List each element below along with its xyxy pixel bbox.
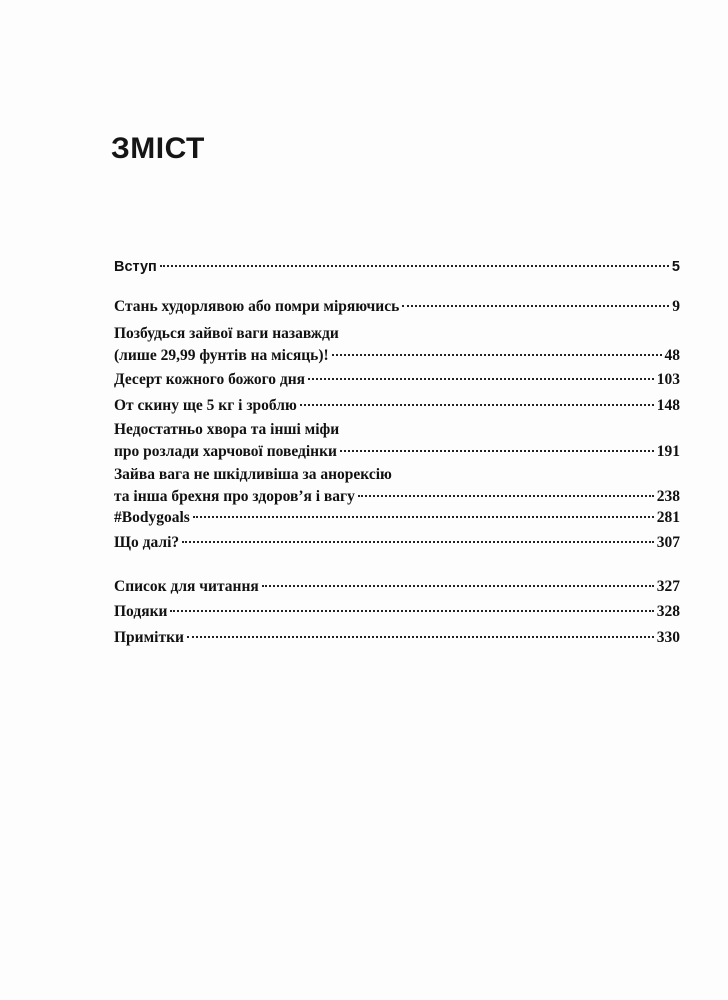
toc-entry-title: Примітки xyxy=(114,629,184,646)
toc-entry-title: Що далі? xyxy=(114,534,180,551)
toc-entry xyxy=(114,419,680,463)
dot-leader xyxy=(182,541,654,543)
page-title: ЗМІСТ xyxy=(111,132,205,165)
toc-entry xyxy=(114,532,680,554)
toc-entry xyxy=(114,601,680,623)
toc-page-number: 328 xyxy=(656,603,680,620)
toc-page-number: 5 xyxy=(671,259,680,275)
dot-leader xyxy=(160,265,669,267)
dot-leader xyxy=(308,378,654,380)
toc-page-number: 330 xyxy=(656,629,680,646)
dot-leader xyxy=(300,404,654,406)
toc-entry-title: (лише 29,99 фунтів на місяць)! xyxy=(114,347,329,364)
dot-leader xyxy=(332,354,662,356)
toc-entry xyxy=(114,576,680,598)
toc-page-number: 327 xyxy=(656,578,680,595)
toc-page-number: 191 xyxy=(656,443,680,460)
dot-leader xyxy=(170,610,653,612)
toc-entry-title: Стань худорлявою або помри міряючись xyxy=(114,298,400,315)
toc-entry xyxy=(114,507,680,529)
toc-entry xyxy=(114,395,680,417)
toc-entry-title: Список для читання xyxy=(114,578,259,595)
dot-leader xyxy=(402,305,669,307)
toc-entry-title-line1: Зайва вага не шкідливіша за анорексію xyxy=(114,466,392,483)
toc-page-number: 281 xyxy=(656,509,680,526)
toc-entry-title: #Bodygoals xyxy=(114,509,190,526)
toc-page-number: 238 xyxy=(656,488,680,505)
dot-leader xyxy=(193,516,654,518)
toc-page-number: 148 xyxy=(656,397,680,414)
toc-entry xyxy=(114,627,680,649)
toc-entry-title: Десерт кожного божого дня xyxy=(114,371,306,388)
toc-entry-intro xyxy=(114,256,680,278)
dot-leader xyxy=(187,636,654,638)
toc-page-number: 9 xyxy=(672,298,680,315)
toc-entry xyxy=(114,464,680,508)
toc-entry-title: про розлади харчової поведінки xyxy=(114,443,337,460)
dot-leader xyxy=(262,585,654,587)
toc-entry xyxy=(114,296,680,318)
toc-page-number: 48 xyxy=(664,347,680,364)
toc-entry-title: та інша брехня про здоров’я і вагу xyxy=(114,488,355,505)
toc-entry xyxy=(114,369,680,391)
toc-entry-title: От скину ще 5 кг і зроблю xyxy=(114,397,297,414)
toc-page-number: 307 xyxy=(656,534,680,551)
dot-leader xyxy=(358,495,654,497)
dot-leader xyxy=(340,450,654,452)
toc-entry-title-line1: Позбудься зайвої ваги назавжди xyxy=(114,325,339,342)
toc-entry-title: Подяки xyxy=(114,603,168,620)
toc-entry-title-line1: Недостатньо хвора та інші міфи xyxy=(114,421,340,438)
toc-entry xyxy=(114,323,680,367)
toc-page-number: 103 xyxy=(656,371,680,388)
toc-entry-title: Вступ xyxy=(114,259,157,275)
